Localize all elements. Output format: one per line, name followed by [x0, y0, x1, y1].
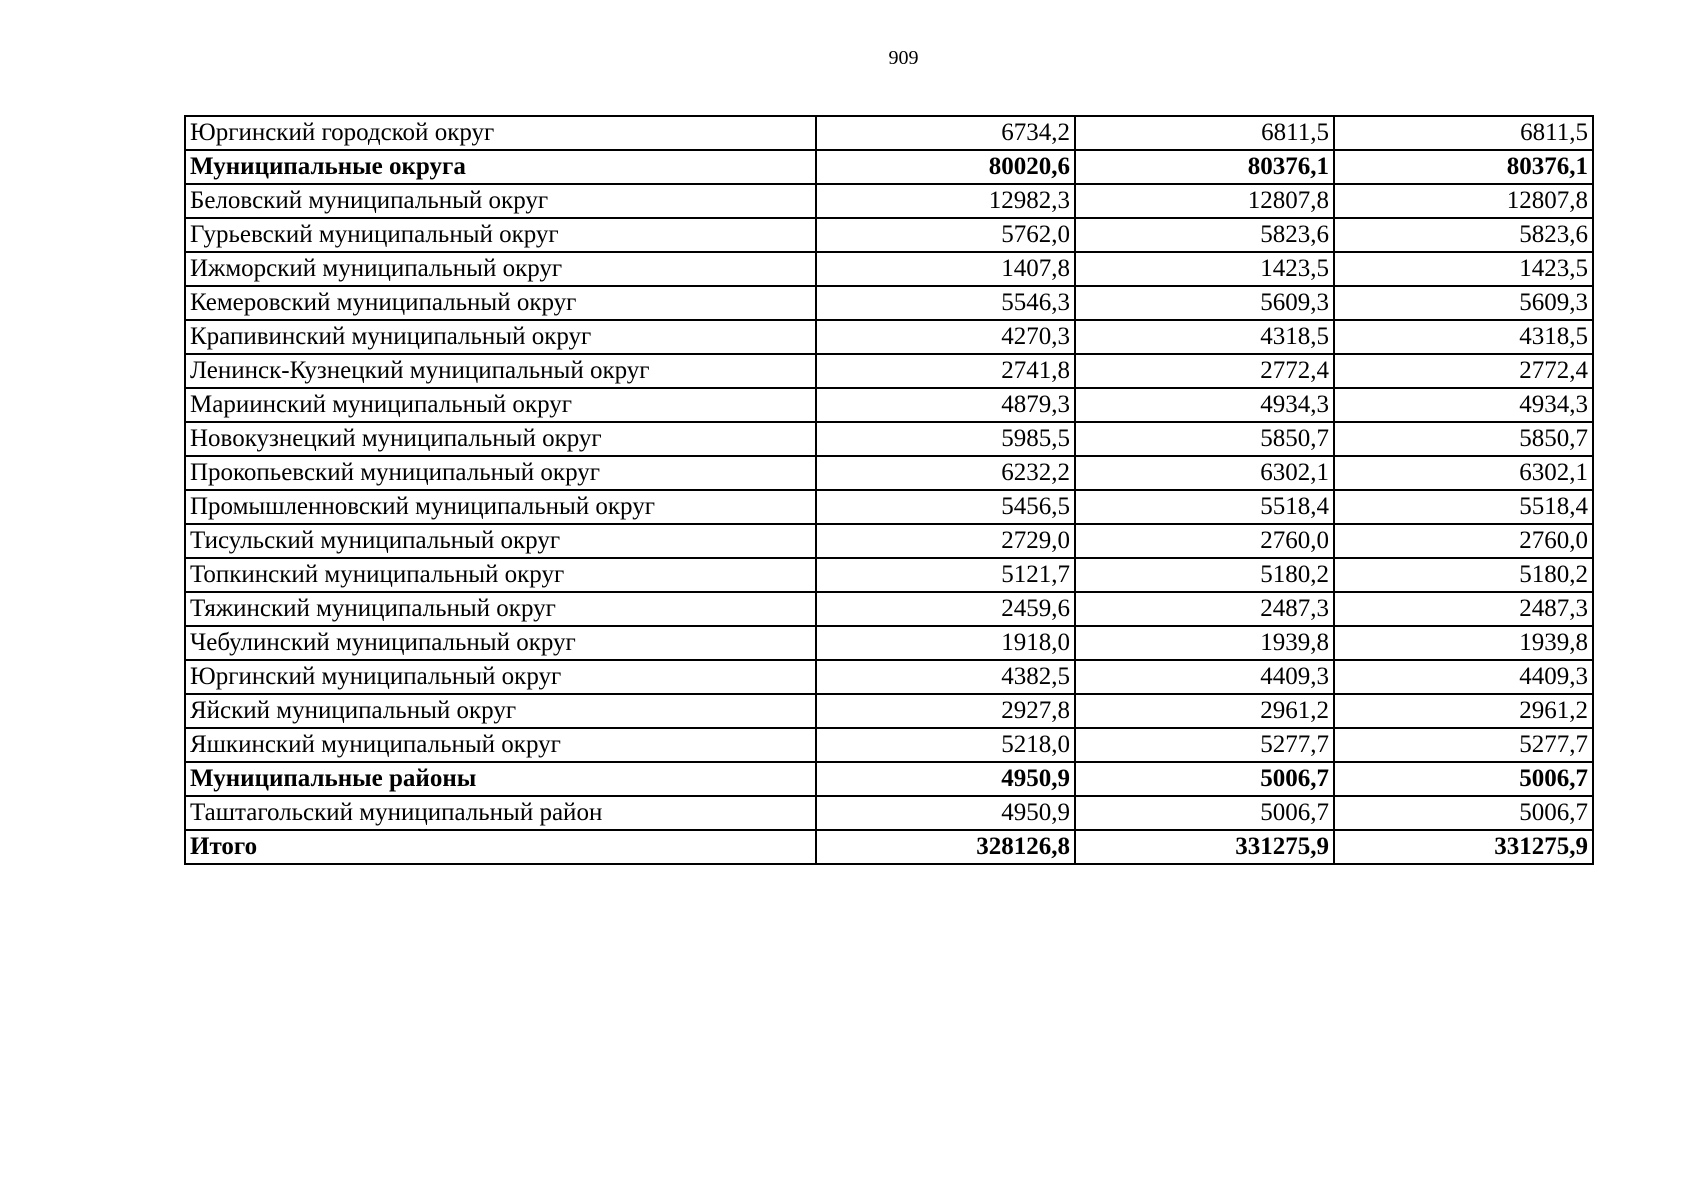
value-cell-2: 6302,1 — [1075, 456, 1334, 490]
value-cell-1: 6734,2 — [816, 116, 1075, 150]
value-cell-1: 80020,6 — [816, 150, 1075, 184]
row-name-cell: Мариинский муниципальный округ — [185, 388, 816, 422]
budget-table-body — [185, 116, 1593, 864]
table-row — [185, 660, 1593, 694]
row-name-cell: Итого — [185, 830, 816, 864]
budget-table — [184, 115, 1594, 865]
value-cell-3: 6811,5 — [1334, 116, 1593, 150]
table-row — [185, 354, 1593, 388]
value-cell-1: 4950,9 — [816, 762, 1075, 796]
value-cell-2: 1423,5 — [1075, 252, 1334, 286]
row-name-cell: Чебулинский муниципальный округ — [185, 626, 816, 660]
value-cell-2: 1939,8 — [1075, 626, 1334, 660]
value-cell-1: 328126,8 — [816, 830, 1075, 864]
value-cell-2: 5518,4 — [1075, 490, 1334, 524]
table-row — [185, 116, 1593, 150]
value-cell-2: 2961,2 — [1075, 694, 1334, 728]
table-row — [185, 694, 1593, 728]
row-name-cell: Промышленновский муниципальный округ — [185, 490, 816, 524]
value-cell-2: 12807,8 — [1075, 184, 1334, 218]
table-row — [185, 626, 1593, 660]
row-name-cell: Кемеровский муниципальный округ — [185, 286, 816, 320]
table-row — [185, 320, 1593, 354]
value-cell-1: 2729,0 — [816, 524, 1075, 558]
value-cell-3: 331275,9 — [1334, 830, 1593, 864]
table-row — [185, 218, 1593, 252]
value-cell-3: 1939,8 — [1334, 626, 1593, 660]
row-name-cell: Муниципальные районы — [185, 762, 816, 796]
table-row — [185, 558, 1593, 592]
table-row — [185, 830, 1593, 864]
row-name-cell: Яйский муниципальный округ — [185, 694, 816, 728]
row-name-cell: Тяжинский муниципальный округ — [185, 592, 816, 626]
value-cell-1: 4270,3 — [816, 320, 1075, 354]
value-cell-2: 80376,1 — [1075, 150, 1334, 184]
row-name-cell: Новокузнецкий муниципальный округ — [185, 422, 816, 456]
value-cell-1: 2927,8 — [816, 694, 1075, 728]
value-cell-1: 1918,0 — [816, 626, 1075, 660]
table-row — [185, 252, 1593, 286]
value-cell-3: 80376,1 — [1334, 150, 1593, 184]
row-name-cell: Юргинский муниципальный округ — [185, 660, 816, 694]
value-cell-2: 4318,5 — [1075, 320, 1334, 354]
value-cell-2: 6811,5 — [1075, 116, 1334, 150]
value-cell-2: 5823,6 — [1075, 218, 1334, 252]
value-cell-2: 2772,4 — [1075, 354, 1334, 388]
table-row — [185, 762, 1593, 796]
row-name-cell: Топкинский муниципальный округ — [185, 558, 816, 592]
value-cell-1: 4879,3 — [816, 388, 1075, 422]
value-cell-1: 12982,3 — [816, 184, 1075, 218]
row-name-cell: Таштагольский муниципальный район — [185, 796, 816, 830]
value-cell-2: 5850,7 — [1075, 422, 1334, 456]
value-cell-3: 4409,3 — [1334, 660, 1593, 694]
row-name-cell: Прокопьевский муниципальный округ — [185, 456, 816, 490]
page-number: 909 — [888, 47, 919, 69]
value-cell-2: 5609,3 — [1075, 286, 1334, 320]
value-cell-3: 5850,7 — [1334, 422, 1593, 456]
row-name-cell: Яшкинский муниципальный округ — [185, 728, 816, 762]
value-cell-3: 1423,5 — [1334, 252, 1593, 286]
value-cell-1: 2459,6 — [816, 592, 1075, 626]
value-cell-3: 2760,0 — [1334, 524, 1593, 558]
table-row — [185, 490, 1593, 524]
row-name-cell: Муниципальные округа — [185, 150, 816, 184]
value-cell-2: 5006,7 — [1075, 796, 1334, 830]
table-row — [185, 524, 1593, 558]
value-cell-3: 6302,1 — [1334, 456, 1593, 490]
value-cell-1: 5762,0 — [816, 218, 1075, 252]
table-row — [185, 388, 1593, 422]
value-cell-2: 5277,7 — [1075, 728, 1334, 762]
value-cell-3: 4934,3 — [1334, 388, 1593, 422]
row-name-cell: Крапивинский муниципальный округ — [185, 320, 816, 354]
value-cell-2: 2487,3 — [1075, 592, 1334, 626]
value-cell-3: 2772,4 — [1334, 354, 1593, 388]
value-cell-3: 5006,7 — [1334, 796, 1593, 830]
table-row — [185, 150, 1593, 184]
value-cell-1: 5218,0 — [816, 728, 1075, 762]
table-row — [185, 728, 1593, 762]
value-cell-3: 12807,8 — [1334, 184, 1593, 218]
value-cell-1: 4950,9 — [816, 796, 1075, 830]
value-cell-2: 4934,3 — [1075, 388, 1334, 422]
table-row — [185, 592, 1593, 626]
value-cell-1: 5985,5 — [816, 422, 1075, 456]
value-cell-3: 4318,5 — [1334, 320, 1593, 354]
row-name-cell: Ленинск-Кузнецкий муниципальный округ — [185, 354, 816, 388]
table-row — [185, 796, 1593, 830]
value-cell-1: 5546,3 — [816, 286, 1075, 320]
value-cell-3: 5180,2 — [1334, 558, 1593, 592]
value-cell-1: 2741,8 — [816, 354, 1075, 388]
table-row — [185, 184, 1593, 218]
value-cell-2: 5006,7 — [1075, 762, 1334, 796]
row-name-cell: Гурьевский муниципальный округ — [185, 218, 816, 252]
row-name-cell: Тисульский муниципальный округ — [185, 524, 816, 558]
value-cell-1: 5121,7 — [816, 558, 1075, 592]
value-cell-2: 2760,0 — [1075, 524, 1334, 558]
value-cell-1: 5456,5 — [816, 490, 1075, 524]
value-cell-1: 4382,5 — [816, 660, 1075, 694]
value-cell-3: 5823,6 — [1334, 218, 1593, 252]
table-row — [185, 456, 1593, 490]
value-cell-2: 331275,9 — [1075, 830, 1334, 864]
value-cell-3: 2487,3 — [1334, 592, 1593, 626]
value-cell-2: 4409,3 — [1075, 660, 1334, 694]
row-name-cell: Беловский муниципальный округ — [185, 184, 816, 218]
value-cell-3: 5006,7 — [1334, 762, 1593, 796]
value-cell-3: 5277,7 — [1334, 728, 1593, 762]
value-cell-3: 2961,2 — [1334, 694, 1593, 728]
value-cell-1: 1407,8 — [816, 252, 1075, 286]
row-name-cell: Ижморский муниципальный округ — [185, 252, 816, 286]
row-name-cell: Юргинский городской округ — [185, 116, 816, 150]
table-row — [185, 422, 1593, 456]
value-cell-1: 6232,2 — [816, 456, 1075, 490]
value-cell-2: 5180,2 — [1075, 558, 1334, 592]
value-cell-3: 5609,3 — [1334, 286, 1593, 320]
table-row — [185, 286, 1593, 320]
value-cell-3: 5518,4 — [1334, 490, 1593, 524]
